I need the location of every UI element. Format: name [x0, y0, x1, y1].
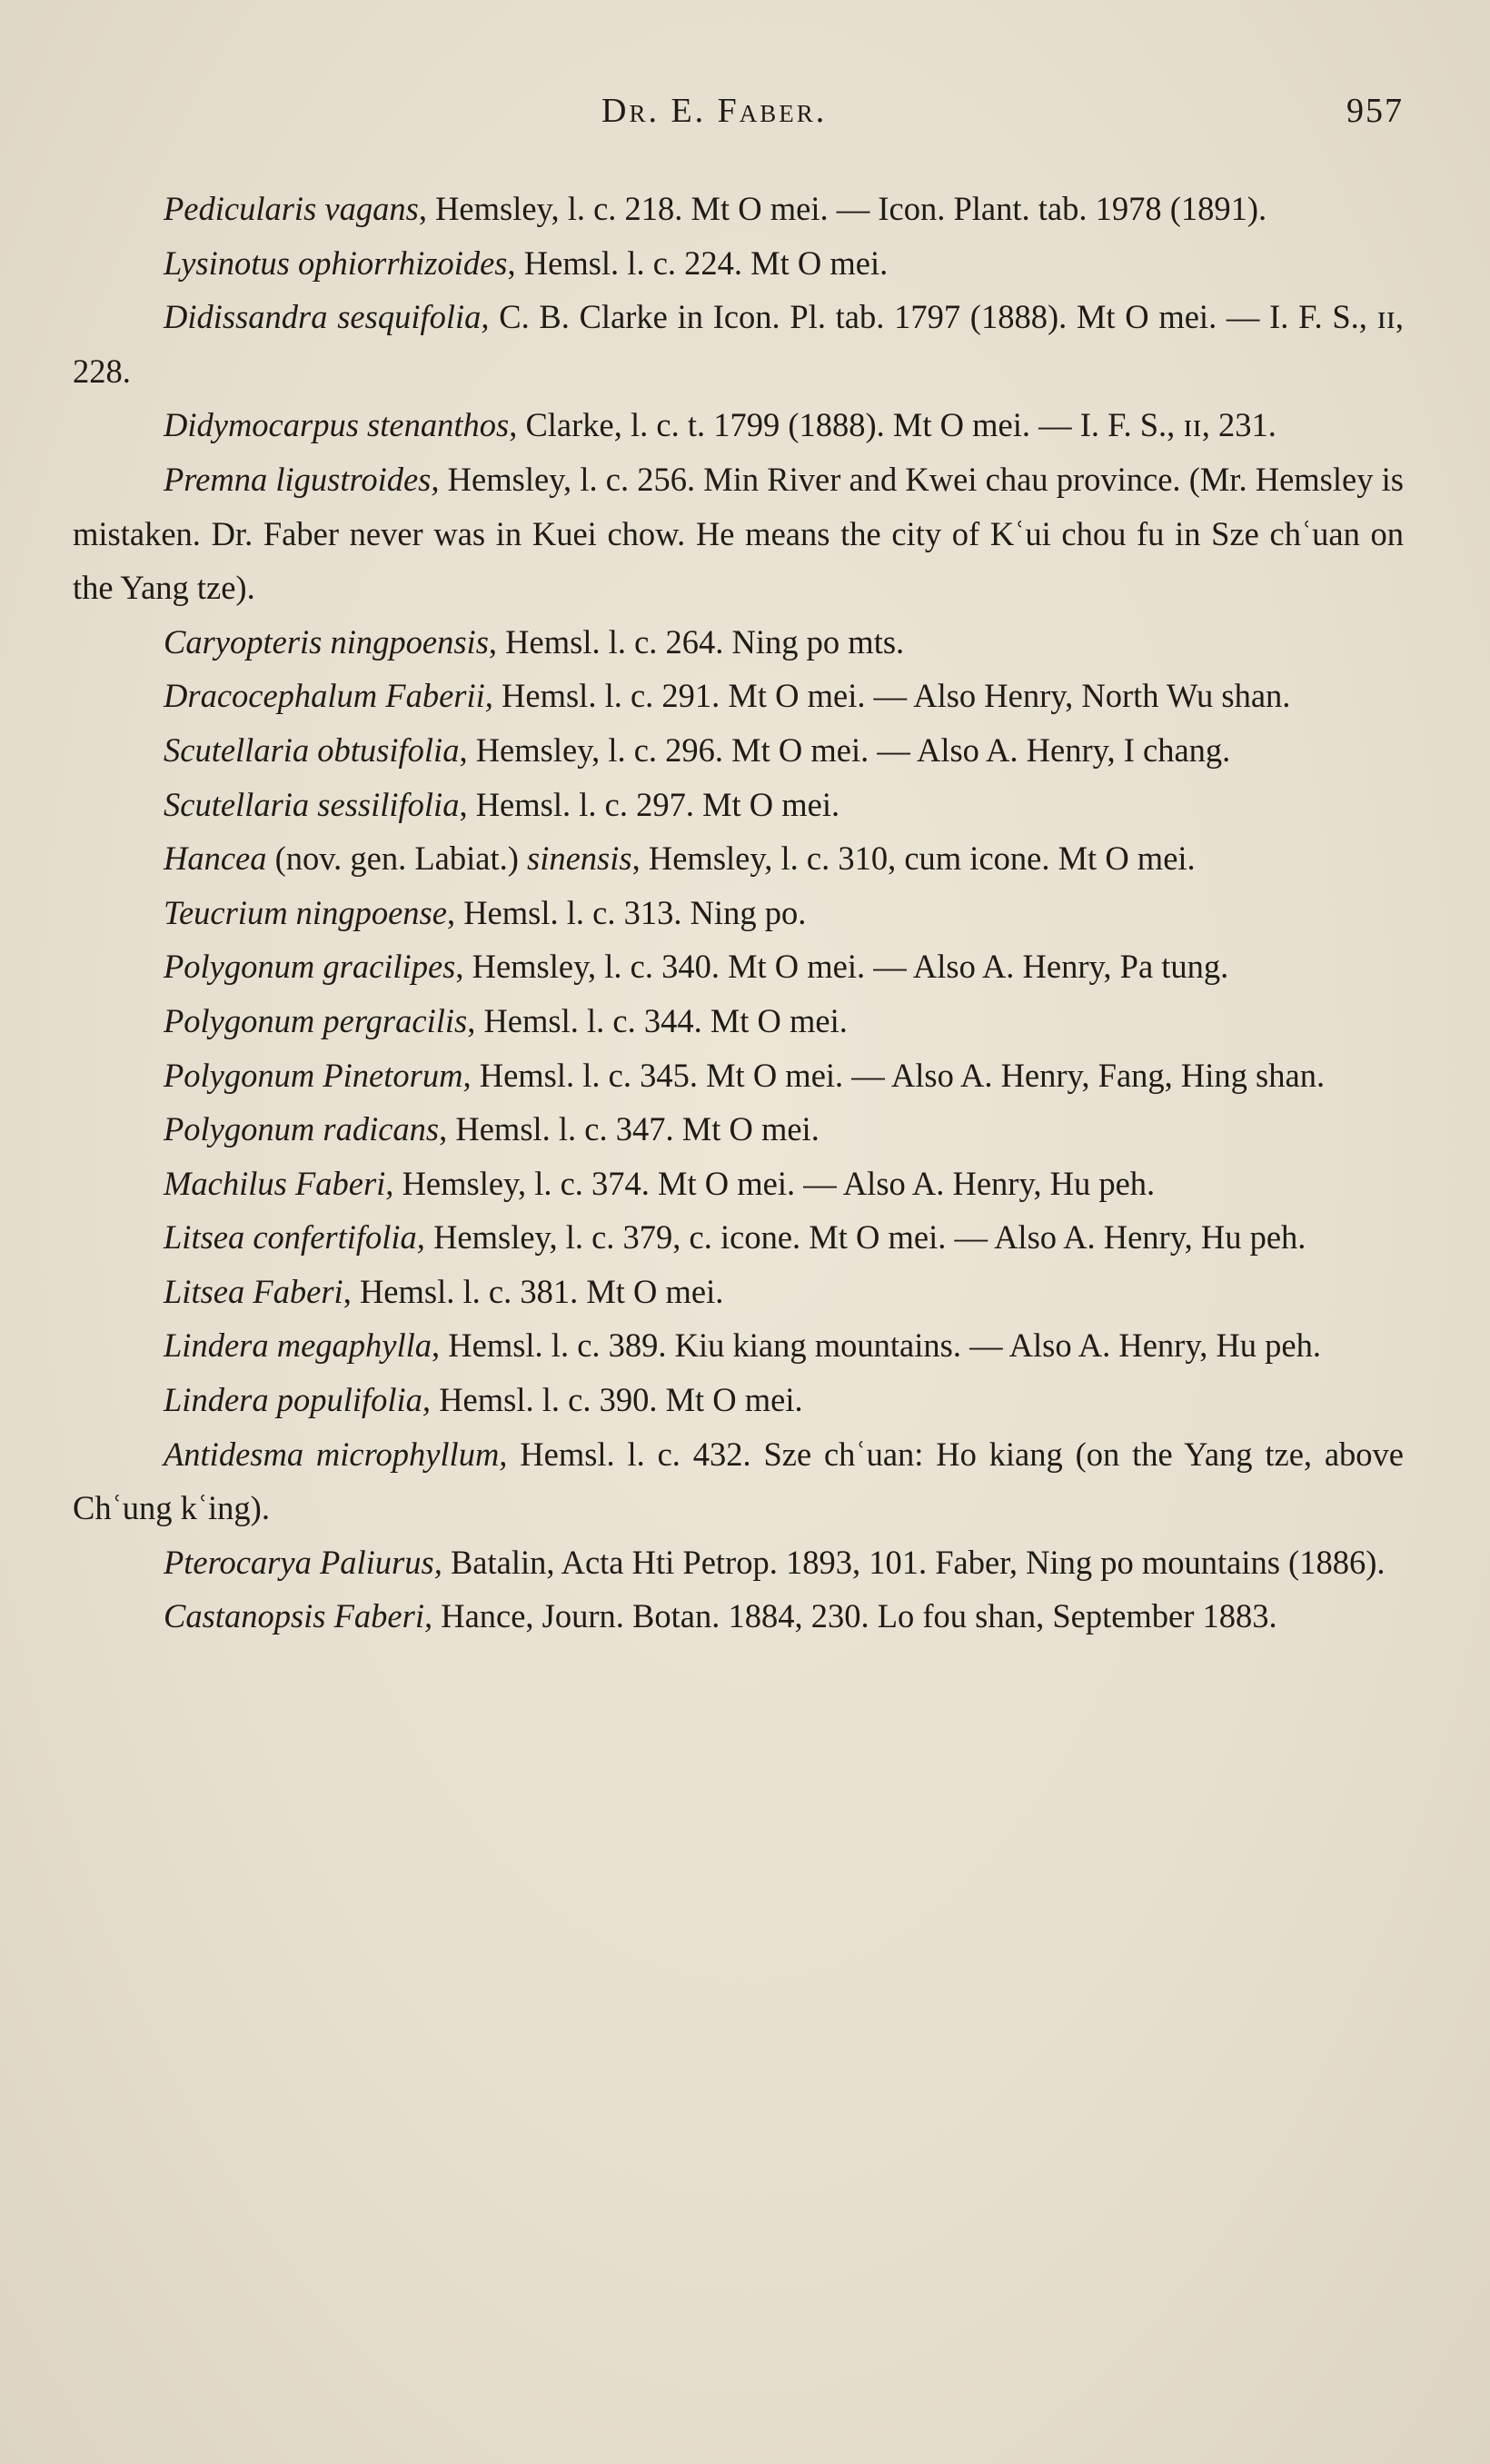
entry-machilus-faberi [73, 1157, 1404, 1211]
entry-litsea-confertifolia [73, 1210, 1404, 1265]
taxon-name: Pedicularis vagans [164, 190, 419, 227]
entry-pedicularis-vagans [73, 182, 1404, 236]
entry-citation: , Hemsl. l. c. 264. Ning po mts. [488, 622, 905, 661]
entry-dracocephalum-faberii [73, 669, 1404, 723]
entry-caryopteris-ningpoensis [73, 615, 1404, 670]
taxon-name: Antidesma microphyllum, [164, 1435, 508, 1473]
running-head [0, 91, 1490, 145]
entry-citation: Batalin, Acta Hti Petrop. 1893, 101. Faber, Ning po mountains (1886). [442, 1543, 1386, 1581]
entry-citation: , Hemsl. l. c. 224. Mt O mei. [507, 243, 889, 282]
taxon-name: Pterocarya Paliurus, [164, 1543, 442, 1581]
entry-antidesma-microphyllum [73, 1427, 1404, 1535]
entry-citation: , Hemsl. l. c. 344. Mt O mei. [467, 1001, 848, 1039]
entry-citation: , Hemsl. l. c. 389. Kiu kiang mountains. — Also A. Henry, Hu peh. [432, 1326, 1322, 1365]
taxon-name: Lindera populifolia, [164, 1381, 432, 1419]
entry-citation: Hemsley, l. c. 256. Min River and Kwei chau province. (Mr. Hemsley is mistaken. Dr. Faber never was in Kuei chow. He means the city of Kʿui chou fu in Sze chʿuan on the Yang tze). [73, 460, 1404, 607]
taxon-name: Lysinotus ophiorrhizoides [164, 243, 508, 282]
body-text [73, 182, 1404, 1644]
entry-lindera-populifolia [73, 1373, 1404, 1427]
entry-citation: Hance, Journ. Botan. 1884, 230. Lo fou shan, September 1883. [432, 1597, 1277, 1635]
entry-citation: Hemsley, l. c. 374. Mt O mei. — Also A. Henry, Hu peh. [393, 1164, 1156, 1202]
entry-citation: Hemsl. l. c. 291. Mt O mei. — Also Henry, North Wu shan. [492, 677, 1291, 715]
entry-polygonum-radicans [73, 1102, 1404, 1157]
taxon-name: Litsea confertifolia, [164, 1218, 425, 1257]
entry-lindera-megaphylla [73, 1318, 1404, 1373]
taxon-name: Castanopsis Faberi, [164, 1597, 433, 1635]
taxon-name: Scutellaria obtusifolia [164, 730, 460, 769]
entry-lysinotus-ophiorrhizoides [73, 236, 1404, 291]
entry-citation: , Hemsl. l. c. 313. Ning po. [446, 893, 807, 931]
entry-citation: , Hemsley, l. c. 296. Mt O mei. — Also A. Henry, I chang. [459, 730, 1231, 769]
entry-citation: Hemsl. l. c. 345. Mt O mei. — Also A. Henry, Fang, Hing shan. [471, 1056, 1326, 1094]
entry-polygonum-pinetorum [73, 1048, 1404, 1103]
taxon-name: Polygonum radicans [164, 1110, 440, 1148]
entry-citation: Hemsl. l. c. 432. Sze chʿuan: Ho kiang (on the Yang tze, above Chʿung kʿing). [73, 1435, 1404, 1527]
entry-scutellaria-sessilifolia [73, 778, 1404, 832]
entry-citation-continued: , Hemsley, l. c. 310, cum icone. Mt O mei. [631, 840, 1196, 878]
entry-citation: , Hemsley, l. c. 340. Mt O mei. — Also A. Henry, Pa tung. [455, 948, 1229, 986]
taxon-name: Polygonum pergracilis [164, 1001, 468, 1039]
taxon-name: Didissandra sesquifolia, [164, 298, 490, 336]
taxon-name: Teucrium ningpoense [164, 893, 447, 931]
entry-pterocarya-paliurus [73, 1535, 1404, 1590]
taxon-name: Caryopteris ningpoensis [164, 622, 489, 661]
entry-citation: (nov. gen. Labiat.) [266, 840, 528, 878]
entry-polygonum-gracilipes [73, 939, 1404, 994]
page-number: 957 [1346, 92, 1404, 130]
entry-scutellaria-obtusifolia [73, 723, 1404, 778]
entry-hancea-sinensis [73, 831, 1404, 886]
entry-citation: Hemsl. l. c. 390. Mt O mei. [431, 1381, 803, 1419]
taxon-name: Dracocephalum Faberii, [164, 677, 493, 715]
entry-didissandra-sesquifolia [73, 290, 1404, 398]
taxon-name: Premna ligustroides, [164, 460, 440, 498]
entry-didymocarpus-stenanthos [73, 398, 1404, 452]
taxon-name: Lindera megaphylla [164, 1326, 432, 1365]
taxon-name: Litsea Faberi [164, 1272, 343, 1310]
taxon-name: Scutellaria sessilifolia [164, 785, 460, 823]
entry-polygonum-pergracilis [73, 994, 1404, 1048]
entry-citation: C. B. Clarke in Icon. Pl. tab. 1797 (1888). Mt O mei. — I. F. S., ɪɪ, 228. [73, 298, 1404, 390]
entry-castanopsis-faberi [73, 1589, 1404, 1644]
taxon-name: Polygonum Pinetorum, [164, 1056, 472, 1094]
entry-citation: , Hemsl. l. c. 347. Mt O mei. [439, 1110, 820, 1148]
entry-premna-ligustroides [73, 452, 1404, 615]
entry-citation: , Clarke, l. c. t. 1799 (1888). Mt O mei. — I. F. S., ɪɪ, 231. [509, 406, 1276, 444]
entry-teucrium-ningpoense [73, 886, 1404, 940]
running-head-title: Dr. E. Faber. [601, 92, 828, 130]
entry-citation: , Hemsl. l. c. 297. Mt O mei. [459, 785, 840, 823]
entry-citation: , Hemsley, l. c. 218. Mt O mei. — Icon. Plant. tab. 1978 (1891). [418, 190, 1267, 227]
taxon-name: Polygonum gracilipes [164, 948, 456, 986]
taxon-epithet: sinensis [527, 840, 632, 878]
entry-citation: Hemsley, l. c. 379, c. icone. Mt O mei. — Also A. Henry, Hu peh. [424, 1218, 1306, 1257]
taxon-name: Machilus Faberi, [164, 1164, 394, 1202]
entry-citation: , Hemsl. l. c. 381. Mt O mei. [343, 1272, 724, 1310]
entry-litsea-faberi [73, 1265, 1404, 1319]
taxon-name: Didymocarpus stenanthos [164, 406, 510, 444]
taxon-name: Hancea [164, 840, 267, 878]
